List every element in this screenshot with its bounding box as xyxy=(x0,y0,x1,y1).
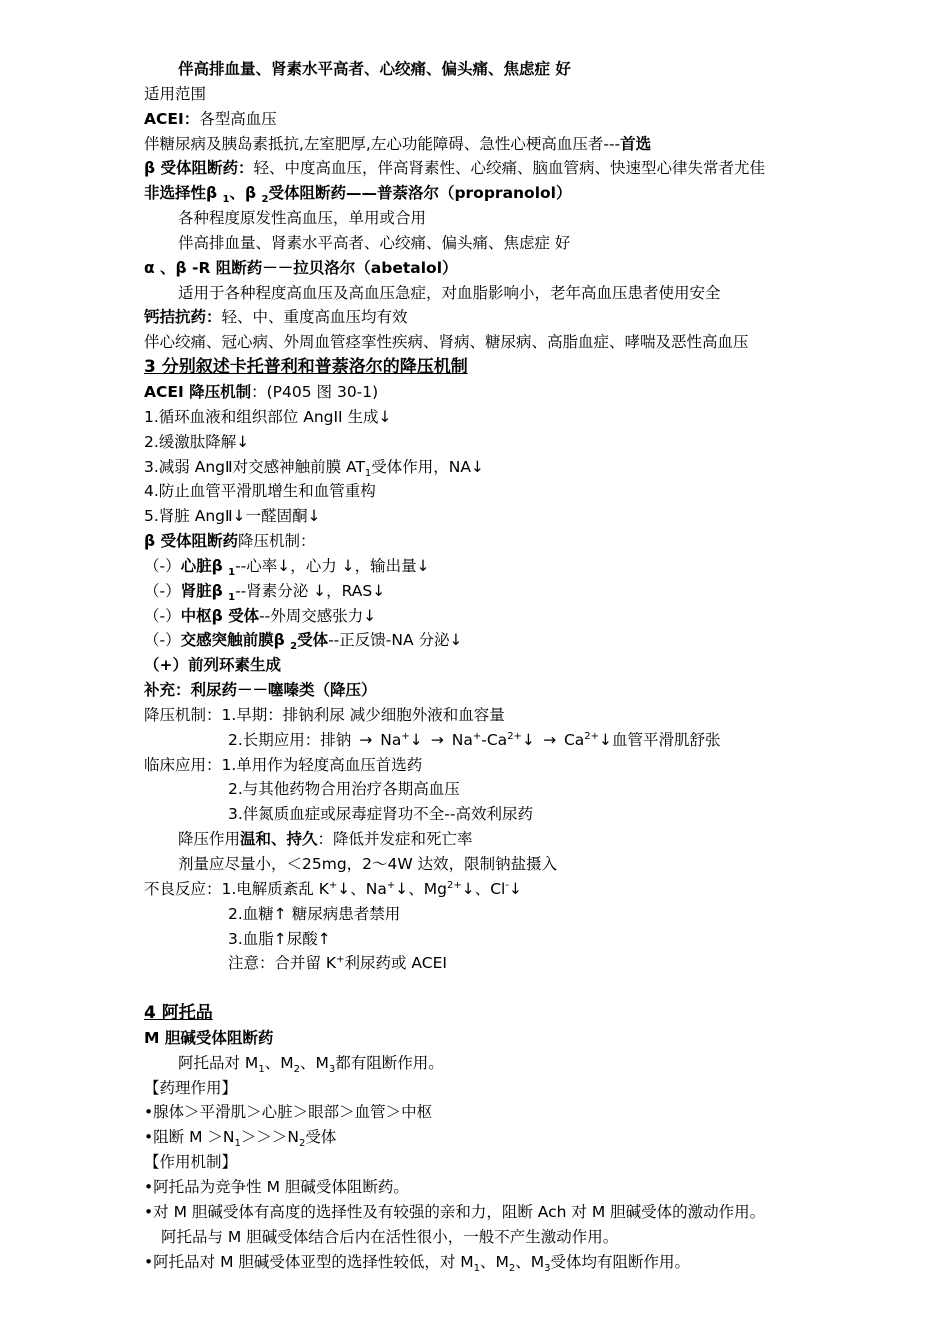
text-run: 受体作用，NA↓ xyxy=(371,457,484,476)
text-line xyxy=(144,1175,844,1200)
text-line xyxy=(144,877,844,902)
text-line xyxy=(144,330,844,355)
text-run: 1 xyxy=(222,194,230,206)
text-line xyxy=(144,1076,844,1101)
text-run: •对 M 胆碱受体有高度的选择性及有较强的亲和力，阻断 Ach 对 M 胆碱受体的激动作用。 xyxy=(144,1202,766,1221)
text-run: + xyxy=(336,954,345,966)
section-heading: 4 阿托品 xyxy=(144,1003,213,1024)
text-run: → xyxy=(359,730,373,749)
text-line xyxy=(144,579,844,604)
text-line xyxy=(144,107,844,132)
text-run: （-） xyxy=(144,581,181,600)
text-line xyxy=(144,1026,844,1051)
text-run: （-） xyxy=(144,631,181,650)
text-line xyxy=(144,82,844,107)
text-line xyxy=(144,281,844,306)
text-run: 受体 xyxy=(305,1128,337,1147)
text-run: 伴高排血量、肾素水平高者、心绞痛、偏头痛、焦虑症 好 xyxy=(178,233,571,252)
text-line xyxy=(144,1125,844,1150)
text-run: -Ca xyxy=(481,730,508,749)
text-line xyxy=(144,604,844,629)
text-line xyxy=(144,927,844,952)
text-run: 阿托品与 M 胆碱受体结合后内在活性很小，一般不产生激动作用。 xyxy=(161,1227,619,1246)
text-run: β 受体阻断药 xyxy=(144,532,238,551)
text-line xyxy=(144,852,844,877)
text-run: 受体阻断药——普萘洛尔（propranolol） xyxy=(268,184,572,203)
text-line xyxy=(144,504,844,529)
text-run: （-） xyxy=(144,606,181,625)
document-body xyxy=(144,57,844,1274)
text-run: 受体均有阻断作用。 xyxy=(550,1252,691,1271)
text-run: 2 xyxy=(298,1138,306,1150)
text-line xyxy=(144,902,844,927)
text-line xyxy=(144,777,844,802)
text-run: --正反馈-NA 分泌↓ xyxy=(328,631,463,650)
text-run: 2.长期应用：排钠 xyxy=(228,730,352,749)
text-run: 中枢β 受体 xyxy=(180,606,260,625)
text-run: ↓ xyxy=(409,730,423,749)
text-line xyxy=(144,231,844,256)
text-run: α 、β -R 阻断药－－拉贝洛尔（abetalol） xyxy=(144,258,458,277)
text-run: 3 xyxy=(544,1262,551,1274)
text-run: 2 xyxy=(290,641,298,653)
text-line xyxy=(144,132,844,157)
text-run: 温和、持久 xyxy=(240,830,318,849)
text-run: 1.循环血液和组织部位 AngII 生成↓ xyxy=(144,407,392,426)
text-line xyxy=(144,156,844,181)
section-heading: 3 分别叙述卡托普利和普萘洛尔的降压机制 xyxy=(144,357,468,378)
text-run: --外周交感张力↓ xyxy=(259,606,377,625)
text-line xyxy=(144,728,844,753)
text-run: + xyxy=(401,730,410,742)
blank-line xyxy=(144,976,844,1001)
text-run: 受体 xyxy=(297,631,329,650)
text-run: Na xyxy=(451,730,473,749)
text-run: 1 xyxy=(228,566,236,578)
text-run: 3 xyxy=(328,1063,336,1075)
text-run: + xyxy=(328,879,338,891)
text-line xyxy=(144,380,844,405)
text-run: M 胆碱受体阻断药 xyxy=(144,1028,274,1047)
text-run: 轻、中度高血压，伴高肾素性、心绞痛、脑血管病、快速型心律失常者尤佳 xyxy=(253,159,766,178)
text-run: 2.与其他药物合用治疗各期高血压 xyxy=(228,780,460,799)
text-run: 伴糖尿病及胰岛素抵抗,左室肥厚,左心功能障碍、急性心梗高血压者--- xyxy=(144,134,621,153)
text-run: 1 xyxy=(258,1063,265,1075)
text-line xyxy=(144,206,844,231)
text-run: 各种程度原发性高血压，单用或合用 xyxy=(178,209,427,228)
text-run: ：(P405 图 30-1) xyxy=(251,382,379,401)
text-run: --心率↓，心力 ↓，输出量↓ xyxy=(235,556,430,575)
text-run: 都有阻断作用。 xyxy=(335,1053,444,1072)
text-run: ：降低并发症和死亡率 xyxy=(317,830,473,849)
text-line xyxy=(144,57,844,82)
text-run: → xyxy=(542,730,556,749)
text-run: ACEI： xyxy=(144,109,200,128)
text-run: 钙拮抗药： xyxy=(144,308,222,327)
text-line xyxy=(144,430,844,455)
text-run: 不良反应：1.电解质紊乱 K xyxy=(144,879,329,898)
text-run: 剂量应尽量小，＜25mg，2～4W 达效，限制钠盐摄入 xyxy=(178,855,558,873)
text-run: 、β xyxy=(229,184,262,203)
text-run: 、M xyxy=(264,1053,294,1072)
text-run: 适用于各种程度高血压及高血压急症，对血脂影响小，老年高血压患者使用安全 xyxy=(178,283,721,302)
text-run: 1 xyxy=(228,591,236,603)
text-line xyxy=(144,455,844,480)
text-line xyxy=(144,529,844,554)
text-run: Na xyxy=(380,730,402,749)
text-run: 5.肾脏 AngⅡ↓一醛固酮↓ xyxy=(144,507,321,526)
text-line xyxy=(144,1250,844,1275)
text-run: ＞＞＞N xyxy=(240,1128,299,1147)
text-line xyxy=(144,256,844,281)
text-run: 【作用机制】 xyxy=(144,1153,238,1172)
text-run: 伴心绞痛、冠心病、外周血管痉挛性疾病、肾病、糖尿病、高脂血症、哮喘及恶性高血压 xyxy=(144,333,749,352)
text-run: 适用范围 xyxy=(144,84,207,103)
text-run: 心脏β xyxy=(180,556,229,575)
text-run: 1 xyxy=(234,1138,241,1150)
text-run: ↓ xyxy=(521,730,535,749)
text-run: + xyxy=(472,730,482,742)
text-run: 2 xyxy=(261,194,269,206)
text-line xyxy=(144,1001,844,1026)
text-run: 交感突触前膜β xyxy=(180,631,291,650)
text-run: 首选 xyxy=(620,134,652,153)
text-run: 2.血糖↑ 糖尿病患者禁用 xyxy=(228,904,401,923)
text-line xyxy=(144,355,844,380)
text-run: 各型高血压 xyxy=(199,109,277,128)
text-run: 降压机制： xyxy=(238,532,316,551)
text-run: ↓、Mg xyxy=(395,879,447,898)
text-run: 伴高排血量、肾素水平高者、心绞痛、偏头痛、焦虑症 好 xyxy=(178,60,571,78)
text-line xyxy=(144,1150,844,1175)
text-run: ↓ xyxy=(508,879,522,898)
text-run: β 受体阻断药： xyxy=(144,159,254,178)
text-line xyxy=(144,479,844,504)
text-run: 降压作用 xyxy=(178,830,241,849)
text-run: 1 xyxy=(364,467,372,479)
text-run: → xyxy=(430,730,444,749)
text-run: 3.伴氮质血症或尿毒症肾功不全--高效利尿药 xyxy=(228,805,533,824)
text-line xyxy=(144,405,844,430)
text-line xyxy=(144,1100,844,1125)
text-run: 3.减弱 AngⅡ对交感神触前膜 AT xyxy=(144,457,365,476)
text-run: ↓、Cl xyxy=(461,879,506,898)
text-run: 【药理作用】 xyxy=(144,1078,238,1097)
text-run: 降压机制：1.早期：排钠利尿 减少细胞外液和血容量 xyxy=(144,705,505,724)
text-run: 补充：利尿药－－噻嗪类（降压） xyxy=(144,681,377,700)
text-run: 轻、中、重度高血压均有效 xyxy=(221,308,408,327)
text-run: •阿托品为竞争性 M 胆碱受体阻断药。 xyxy=(144,1177,409,1196)
text-run: 临床应用：1.单用作为轻度高血压首选药 xyxy=(144,755,423,774)
text-run: ↓血管平滑肌舒张 xyxy=(599,730,721,749)
text-line xyxy=(144,802,844,827)
text-run: 2+ xyxy=(584,730,600,742)
text-run: 利尿药或 ACEI xyxy=(344,954,447,973)
text-run: 注意：合并留 K xyxy=(228,954,337,973)
text-run: 2+ xyxy=(446,879,462,891)
text-line xyxy=(144,554,844,579)
text-run: 、M xyxy=(480,1252,509,1271)
text-line xyxy=(144,1225,844,1250)
text-run: 、M xyxy=(299,1053,329,1072)
text-run: •阿托品对 M 胆碱受体亚型的选择性较低，对 M xyxy=(144,1252,474,1271)
text-run: 2 xyxy=(508,1262,516,1274)
text-line xyxy=(144,703,844,728)
text-run: 2 xyxy=(293,1063,300,1075)
text-line xyxy=(144,305,844,330)
text-run: 4.防止血管平滑肌增生和血管重构 xyxy=(144,482,376,501)
text-run: ACEI 降压机制 xyxy=(144,382,252,401)
text-line xyxy=(144,628,844,653)
text-line xyxy=(144,678,844,703)
text-run: Ca xyxy=(563,730,585,749)
text-run: - xyxy=(505,879,509,891)
text-run: 1 xyxy=(473,1262,481,1274)
text-line xyxy=(144,827,844,852)
text-line xyxy=(144,753,844,778)
text-run: 非选择性β xyxy=(144,184,223,203)
text-run: 3.血脂↑尿酸↑ xyxy=(228,929,331,948)
text-run: （-） xyxy=(144,556,181,575)
text-run: 阿托品对 M xyxy=(178,1053,259,1072)
text-run: •阻断 M ＞N xyxy=(144,1128,235,1147)
text-line xyxy=(144,181,844,206)
text-line xyxy=(144,1051,844,1076)
text-run: •腺体＞平滑肌＞心脏＞眼部＞血管＞中枢 xyxy=(144,1103,433,1122)
text-line xyxy=(144,653,844,678)
text-line xyxy=(144,951,844,976)
text-run: 2+ xyxy=(507,730,522,742)
text-run: 肾脏β xyxy=(180,581,229,600)
text-run: + xyxy=(386,879,396,891)
text-run: --肾素分泌 ↓，RAS↓ xyxy=(235,581,386,600)
text-run: 2.缓激肽降解↓ xyxy=(144,432,250,451)
text-run: ↓、Na xyxy=(337,879,387,898)
text-line xyxy=(144,1200,844,1225)
text-run: 、M xyxy=(515,1252,545,1271)
text-run: （+）前列环素生成 xyxy=(144,656,281,675)
